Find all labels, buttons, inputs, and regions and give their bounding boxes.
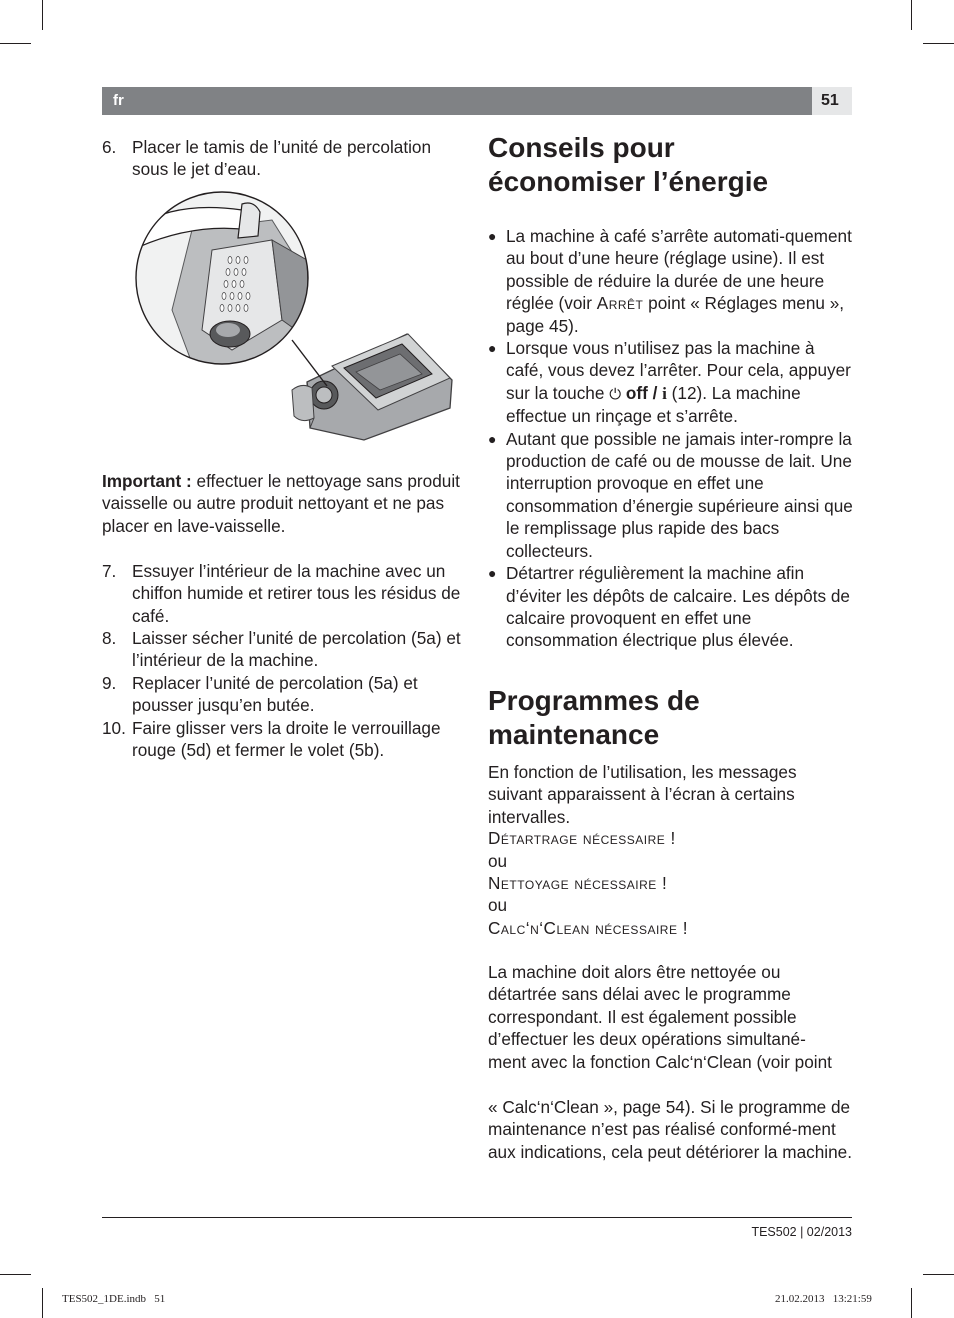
brew-unit-sieve-illustration — [132, 190, 468, 442]
list-item: ● Détartrer régulièrement la machine afin d’éviter les dépôts de calcaire. Les dépôts de calcaire provoquent en effet une consommation électrique plus élevée. — [488, 563, 850, 651]
crop-mark — [911, 1288, 912, 1318]
heading-line: Conseils pour — [488, 132, 675, 163]
step-text: Placer le tamis de l’unité de percolation sous le jet d’eau. — [132, 137, 432, 180]
crop-mark — [42, 0, 43, 30]
page-number: 51 — [821, 92, 839, 109]
header-bar — [102, 87, 852, 115]
heading-line: Programmes de — [488, 685, 700, 716]
step-text: Essuyer l’intérieur de la machine avec un chiffon humide et retirer tous les résidus de café. — [132, 561, 461, 626]
step-number: 6. — [102, 137, 117, 157]
step-text: Faire glisser vers la droite le verrouillage rouge (5d) et fermer le volet (5b). — [132, 718, 441, 761]
energy-tips-heading — [488, 131, 854, 199]
crop-mark — [42, 1288, 43, 1318]
step-number: 8. — [102, 628, 117, 648]
crop-mark — [923, 1274, 954, 1275]
print-slug-file: TES502_1DE.indb 51 — [62, 1293, 166, 1305]
print-slug-timestamp: 21.02.2013 13:21:59 — [775, 1293, 872, 1305]
crop-mark — [0, 1274, 31, 1275]
footer-rule — [102, 1217, 852, 1218]
language-label: fr — [113, 92, 124, 109]
menu-term: Arrêt — [596, 293, 644, 314]
crop-mark — [911, 0, 912, 30]
important-note — [102, 470, 464, 537]
energy-tips-list — [488, 225, 854, 652]
crop-mark — [0, 43, 31, 44]
maintenance-heading — [488, 684, 854, 752]
bullet-icon: ● — [488, 228, 497, 244]
step-text: Replacer l’unité de percolation (5a) et pousser jusqu’en butée. — [132, 673, 418, 716]
brew-unit-drawing — [292, 334, 452, 440]
crop-mark — [923, 43, 954, 44]
maintenance-intro: En fonction de l’utilisation, les messages suivant apparaissent à l’écran à certains intervalles. — [488, 762, 797, 827]
maintenance-paragraph: « Calc‘n‘Clean », page 54). Si le programme de maintenance n’est pas réalisé conformé-ment aux indications, cela peut détériorer la machine. — [488, 1097, 853, 1162]
important-label: Important : — [102, 471, 192, 491]
power-icon: ⏻ — [609, 384, 622, 403]
step-number: 9. — [102, 673, 117, 693]
page-number-badge — [812, 87, 852, 115]
heading-line: économiser l’énergie — [488, 166, 769, 197]
list-item: ● La machine à café s’arrête automati-quement au bout d’une heure (réglage usine). Il est possible de réduire la durée de une heure réglée (voir Arrêt point « Réglages menu », page 45). — [488, 226, 852, 336]
magnifier-circle — [132, 192, 327, 390]
step-text: Laisser sécher l’unité de percolation (5a) et l’intérieur de la machine. — [132, 628, 461, 671]
message-calc-n-clean: Calc‘n‘Clean nécessaire ! — [488, 918, 689, 938]
info-icon: i — [662, 383, 667, 403]
bullet-icon: ● — [488, 430, 497, 447]
bullet-icon: ● — [488, 340, 497, 357]
heading-line: maintenance — [488, 719, 660, 750]
list-item: ● Lorsque vous n’utilisez pas la machine à café, vous devez l’arrêter. Pour cela, appuyer sur la touche ⏻ off / i (12). La machine effectue un rinçage et s’arrête. — [488, 338, 851, 427]
off-key-label: off / — [625, 382, 663, 403]
bullet-icon: ● — [488, 565, 497, 582]
message-descaling: Détartrage nécessaire ! — [488, 828, 676, 848]
important-text: effectuer le nettoyage sans produit vaisselle ou autre produit nettoyant et ne pas placer en lave-vaisselle. — [102, 471, 460, 536]
or-label: ou — [488, 895, 508, 915]
step-number: 10. — [102, 718, 126, 738]
list-item: ● Autant que possible ne jamais inter-rompre la production de café ou de mousse de lait. Une interruption provoque en effet une consommation d’énergie supérieure ainsi que le remplissage plus rapide des bacs collecteurs. — [488, 428, 853, 561]
maintenance-paragraph: La machine doit alors être nettoyée ou détartrée sans délai avec le programme correspondant. Il est également possible d’effectuer les deux opérations simultané-ment avec la fonction Calc‘n‘Clean (voir point — [488, 962, 832, 1072]
message-cleaning: Nettoyage nécessaire ! — [488, 873, 668, 893]
footer-model-date: TES502 | 02/2013 — [751, 1225, 852, 1239]
or-label: ou — [488, 851, 508, 871]
step-number: 7. — [102, 561, 117, 581]
